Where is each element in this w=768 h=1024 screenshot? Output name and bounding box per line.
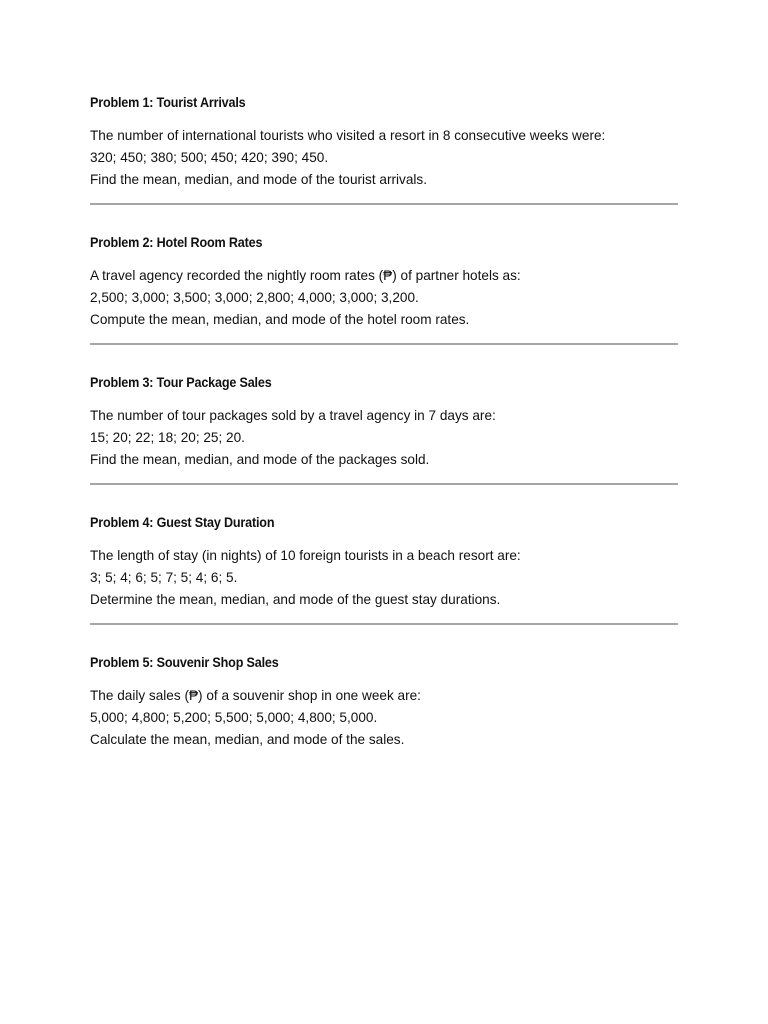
problem-data-values: 2,500; 3,000; 3,500; 3,000; 2,800; 4,000; 3,000; 3,200. — [90, 290, 419, 305]
problem-data-values: 3; 5; 4; 6; 5; 7; 5; 4; 6; 5. — [90, 570, 238, 585]
problem-statement: The number of tour packages sold by a travel agency in 7 days are: — [90, 408, 496, 423]
problem-question: Determine the mean, median, and mode of the guest stay durations. — [90, 592, 501, 607]
problem-title: Problem 3: Tour Package Sales — [90, 374, 272, 390]
problem-question: Find the mean, median, and mode of the tourist arrivals. — [90, 172, 427, 187]
problem-3 — [90, 373, 678, 471]
problem-title: Problem 4: Guest Stay Duration — [90, 514, 275, 530]
problem-data-values: 320; 450; 380; 500; 450; 420; 390; 450. — [90, 150, 329, 165]
problem-data-values: 15; 20; 22; 18; 20; 25; 20. — [90, 430, 245, 445]
problem-data-values: 5,000; 4,800; 5,200; 5,500; 5,000; 4,800; 5,000. — [90, 710, 378, 725]
section-divider — [90, 483, 678, 485]
problem-title: Problem 2: Hotel Room Rates — [90, 234, 263, 250]
problem-title: Problem 5: Souvenir Shop Sales — [90, 654, 279, 670]
problem-title: Problem 1: Tourist Arrivals — [90, 94, 246, 110]
document-page — [90, 93, 678, 751]
problem-4 — [90, 513, 678, 611]
problem-1 — [90, 93, 678, 191]
problem-statement: The daily sales (₱) of a souvenir shop in one week are: — [90, 688, 421, 703]
section-divider — [90, 343, 678, 345]
problem-question: Compute the mean, median, and mode of the hotel room rates. — [90, 312, 470, 327]
problem-2 — [90, 233, 678, 331]
problem-5 — [90, 653, 678, 751]
problem-question: Find the mean, median, and mode of the packages sold. — [90, 452, 430, 467]
section-divider — [90, 203, 678, 205]
section-divider — [90, 623, 678, 625]
problem-question: Calculate the mean, median, and mode of the sales. — [90, 732, 405, 747]
problem-statement: A travel agency recorded the nightly room rates (₱) of partner hotels as: — [90, 268, 521, 283]
problem-statement: The length of stay (in nights) of 10 foreign tourists in a beach resort are: — [90, 548, 521, 563]
problem-statement: The number of international tourists who visited a resort in 8 consecutive weeks were: — [90, 128, 606, 143]
